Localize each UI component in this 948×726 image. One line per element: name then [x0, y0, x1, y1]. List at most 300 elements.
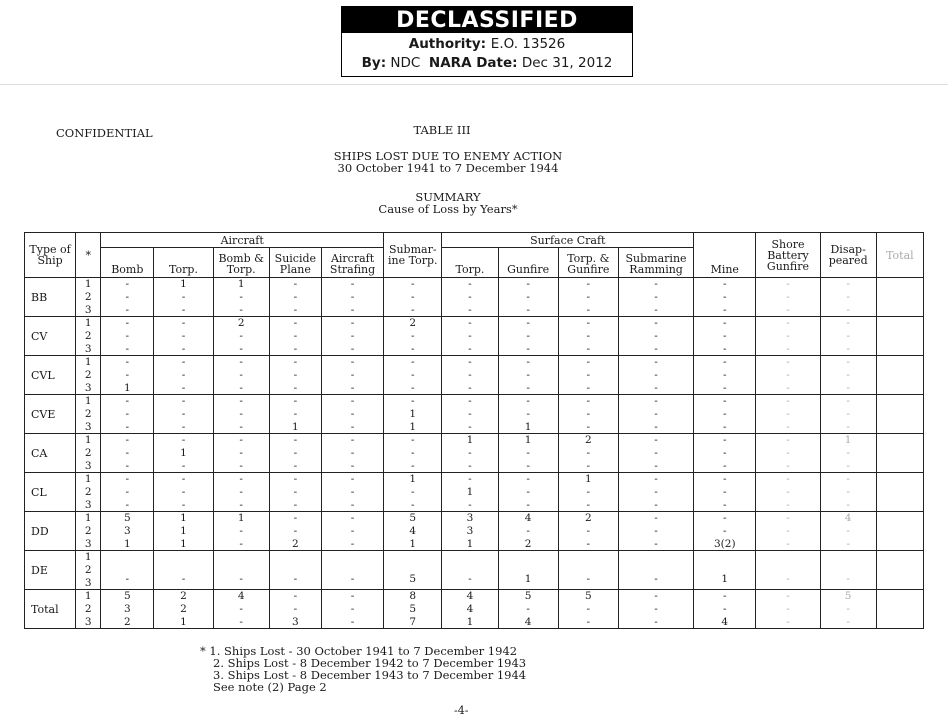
data-cell: [558, 395, 618, 434]
data-cell: [820, 395, 876, 434]
data-cell: [213, 317, 269, 356]
cell-value: -: [786, 329, 790, 342]
cell-value: -: [293, 381, 298, 394]
cell-value: 1: [524, 572, 532, 585]
cell-value: -: [654, 459, 658, 472]
cell-value: -: [526, 368, 530, 381]
year-label: 3: [84, 615, 92, 628]
cell-value: -: [350, 342, 355, 355]
data-cell: [498, 590, 558, 629]
data-cell: [154, 551, 213, 590]
cell-value: -: [125, 434, 130, 447]
cell-value: -: [239, 368, 243, 381]
cell-value: -: [468, 459, 472, 472]
data-cell: [154, 278, 213, 317]
cell-value: -: [350, 356, 355, 369]
cell-value: -: [239, 356, 243, 369]
cell-value: -: [293, 446, 298, 459]
cell-value: -: [786, 524, 790, 537]
cell-value: -: [786, 473, 790, 486]
data-cell: [213, 512, 269, 551]
cell-value: -: [526, 446, 530, 459]
data-cell: [876, 473, 923, 512]
cell-value: -: [293, 303, 298, 316]
cell-value: 4: [466, 602, 474, 615]
cell-value: -: [786, 420, 790, 433]
data-cell: [558, 590, 618, 629]
cell-value: -: [654, 512, 658, 525]
cell-value: -: [181, 498, 186, 511]
cell-value: 1: [466, 485, 474, 498]
year-label: 2: [84, 485, 92, 498]
cell-value: 4: [237, 590, 245, 603]
stamp-authority: Authority: E.O. 13526: [408, 36, 566, 52]
cell-value: -: [125, 459, 130, 472]
cell-value: -: [468, 290, 472, 303]
cell-value: -: [586, 342, 591, 355]
cell-value: -: [410, 303, 415, 316]
cell-value: -: [293, 485, 298, 498]
data-cell: [694, 473, 756, 512]
year-cell: [76, 590, 101, 629]
cell-value: -: [125, 317, 130, 330]
cell-value: 1: [123, 537, 131, 550]
data-cell: [876, 356, 923, 395]
ship-type-cell: CVE: [25, 395, 76, 434]
cell-value: -: [526, 342, 530, 355]
data-cell: [101, 278, 154, 317]
cell-value: -: [239, 572, 243, 585]
cell-value: -: [586, 381, 591, 394]
cell-value: -: [181, 303, 186, 316]
cell-value: 5: [409, 512, 417, 525]
cell-value: -: [239, 434, 243, 447]
data-cell: [694, 512, 756, 551]
cell-value: -: [722, 485, 727, 498]
cell-value: -: [526, 290, 530, 303]
data-cell: [756, 278, 820, 317]
table-row: [25, 317, 924, 356]
cell-value: -: [846, 278, 850, 291]
cell-value: -: [468, 368, 472, 381]
cell-value: -: [410, 459, 415, 472]
cell-value: 5: [123, 590, 131, 603]
cell-value: 3(2): [713, 537, 736, 550]
year-label: 3: [84, 342, 92, 355]
year-label: 3: [84, 498, 92, 511]
cell-value: -: [654, 473, 658, 486]
table-title: SHIPS LOST DUE TO ENEMY ACTION: [333, 149, 563, 163]
data-cell: [876, 551, 923, 590]
cell-value: -: [526, 485, 530, 498]
cell-value: 3: [123, 602, 131, 615]
cell-value: -: [468, 407, 472, 420]
cell-value: 1: [524, 434, 532, 447]
data-cell: [558, 278, 618, 317]
data-cell: [384, 551, 442, 590]
cell-value: -: [125, 395, 130, 408]
cell-value: -: [586, 420, 591, 433]
cell-value: -: [786, 512, 790, 525]
cell-value: -: [654, 290, 658, 303]
cell-value: -: [846, 420, 850, 433]
cell-value: -: [654, 381, 658, 394]
data-cell: [618, 395, 693, 434]
data-cell: [269, 512, 321, 551]
data-cell: [442, 317, 498, 356]
data-cell: [756, 590, 820, 629]
year-cell: [76, 317, 101, 356]
data-cell: [321, 551, 383, 590]
cell-value: -: [586, 407, 591, 420]
data-cell: [269, 278, 321, 317]
cell-value: -: [846, 498, 850, 511]
year-label: 1: [84, 551, 92, 564]
cell-value: -: [786, 590, 790, 603]
cell-value: -: [526, 329, 530, 342]
cell-value: -: [468, 498, 472, 511]
data-cell: [321, 317, 383, 356]
data-cell: [694, 356, 756, 395]
data-cell: [498, 356, 558, 395]
cell-value: 1: [466, 537, 474, 550]
cell-value: -: [125, 473, 130, 486]
cell-value: 4: [409, 524, 417, 537]
cell-value: 1: [524, 420, 532, 433]
cell-value: -: [293, 459, 298, 472]
data-cell: [618, 434, 693, 473]
data-cell: [498, 434, 558, 473]
cell-value: -: [654, 446, 658, 459]
cell-value: -: [846, 342, 850, 355]
data-cell: [384, 473, 442, 512]
cell-value: 4: [524, 512, 532, 525]
header-total: Total: [876, 233, 923, 278]
cell-value: -: [722, 459, 727, 472]
cell-value: 1: [466, 615, 474, 628]
cell-value: -: [181, 290, 186, 303]
cell-value: -: [586, 459, 591, 472]
cell-value: -: [239, 420, 243, 433]
cell-value: -: [350, 512, 355, 525]
cell-value: 2: [237, 317, 245, 330]
cell-value: -: [468, 446, 472, 459]
page-number: -4-: [454, 704, 469, 717]
year-label: 3: [84, 420, 92, 433]
header-surface-torp: Torp.: [442, 248, 498, 278]
cell-value: -: [350, 602, 355, 615]
data-cell: [498, 317, 558, 356]
year-label: 3: [84, 576, 92, 589]
data-cell: [498, 512, 558, 551]
cell-value: -: [526, 381, 530, 394]
classification-label: CONFIDENTIAL: [56, 126, 153, 140]
data-cell: [876, 512, 923, 551]
cell-value: -: [846, 615, 850, 628]
data-cell: [384, 356, 442, 395]
cell-value: 2: [584, 434, 592, 447]
cell-value: -: [722, 381, 727, 394]
cell-value: -: [786, 368, 790, 381]
cell-value: -: [239, 473, 243, 486]
cell-value: -: [293, 407, 298, 420]
cell-value: -: [654, 303, 658, 316]
data-cell: [694, 551, 756, 590]
cell-value: -: [846, 356, 850, 369]
cell-value: -: [350, 420, 355, 433]
data-cell: [154, 590, 213, 629]
cell-value: -: [846, 446, 850, 459]
year-label: 1: [84, 512, 92, 525]
cell-value: -: [846, 303, 850, 316]
year-label: 3: [84, 537, 92, 550]
cell-value: -: [239, 303, 243, 316]
cell-value: -: [410, 381, 415, 394]
cell-value: -: [468, 329, 472, 342]
table-row: [25, 551, 924, 590]
data-cell: [384, 278, 442, 317]
cell-value: -: [654, 590, 658, 603]
cell-value: -: [350, 381, 355, 394]
cell-value: -: [293, 368, 298, 381]
cell-value: 1: [237, 278, 245, 291]
cell-value: -: [786, 381, 790, 394]
cell-value: -: [468, 395, 472, 408]
data-cell: [618, 512, 693, 551]
data-cell: [820, 356, 876, 395]
cell-value: -: [468, 317, 472, 330]
cell-value: -: [468, 278, 472, 291]
cell-value: -: [526, 459, 530, 472]
data-cell: [876, 590, 923, 629]
cell-value: -: [722, 602, 727, 615]
cell-value: 7: [409, 615, 417, 628]
cell-value: -: [410, 356, 415, 369]
header-aircraft-strafing: Aircraft Strafing: [321, 248, 383, 278]
cell-value: -: [293, 434, 298, 447]
cell-value: -: [586, 602, 591, 615]
data-cell: [213, 473, 269, 512]
data-cell: [820, 278, 876, 317]
cell-value: -: [722, 524, 727, 537]
header-gunfire: Gunfire: [498, 248, 558, 278]
year-cell: [76, 356, 101, 395]
summary-heading: SUMMARY: [415, 190, 481, 204]
cell-value: -: [239, 290, 243, 303]
year-label: 1: [84, 356, 92, 369]
cell-value: -: [526, 303, 530, 316]
cell-value: -: [654, 498, 658, 511]
cell-value: -: [239, 395, 243, 408]
table-row: [25, 590, 924, 629]
cell-value: 1: [584, 473, 592, 486]
cell-value: -: [722, 317, 727, 330]
data-cell: [820, 434, 876, 473]
cell-value: -: [526, 524, 530, 537]
year-label: 2: [84, 407, 92, 420]
cell-value: -: [125, 356, 130, 369]
year-label: 1: [84, 434, 92, 447]
cell-value: -: [786, 572, 790, 585]
data-cell: [498, 395, 558, 434]
table-row: [25, 356, 924, 395]
cell-value: 1: [237, 512, 245, 525]
cell-value: -: [350, 290, 355, 303]
cell-value: 2: [409, 317, 417, 330]
cell-value: -: [654, 407, 658, 420]
data-cell: [442, 395, 498, 434]
cell-value: -: [239, 485, 243, 498]
cell-value: 1: [180, 537, 187, 550]
cell-value: -: [350, 524, 355, 537]
header-year: *: [76, 233, 101, 278]
cell-value: -: [125, 290, 130, 303]
cell-value: 3: [123, 524, 131, 537]
cell-value: -: [586, 329, 591, 342]
footnote-2: 2. Ships Lost - 8 December 1942 to 7 December 1943: [213, 656, 527, 670]
cell-value: -: [293, 512, 298, 525]
cell-value: 1: [721, 572, 729, 585]
cell-value: 1: [844, 434, 852, 447]
year-label: 2: [84, 563, 92, 576]
cell-value: -: [410, 434, 415, 447]
data-cell: [694, 590, 756, 629]
data-cell: [384, 434, 442, 473]
cell-value: -: [846, 572, 850, 585]
data-cell: [756, 512, 820, 551]
cell-value: -: [350, 473, 355, 486]
cell-value: -: [410, 278, 415, 291]
data-cell: [498, 551, 558, 590]
ship-type-cell: CA: [25, 434, 76, 473]
cell-value: -: [786, 356, 790, 369]
data-cell: [618, 278, 693, 317]
cell-value: -: [722, 278, 727, 291]
cell-value: -: [654, 278, 658, 291]
cell-value: -: [181, 572, 186, 585]
cell-value: -: [846, 602, 850, 615]
cell-value: -: [181, 342, 186, 355]
footnote-3: 3. Ships Lost - 8 December 1943 to 7 December 1944: [213, 668, 527, 682]
data-cell: [558, 551, 618, 590]
header-bomb: Bomb: [101, 248, 154, 278]
cell-value: -: [526, 395, 530, 408]
cell-value: -: [654, 615, 658, 628]
cell-value: -: [410, 368, 415, 381]
cell-value: -: [654, 572, 658, 585]
cell-value: -: [654, 434, 658, 447]
data-cell: [756, 434, 820, 473]
year-label: 2: [84, 329, 92, 342]
cell-value: -: [786, 317, 790, 330]
data-cell: [321, 356, 383, 395]
data-cell: [756, 473, 820, 512]
data-cell: [154, 317, 213, 356]
data-cell: [876, 395, 923, 434]
cell-value: -: [293, 590, 298, 603]
cell-value: -: [350, 498, 355, 511]
data-cell: [321, 278, 383, 317]
ship-type-cell: Total: [25, 590, 76, 629]
year-label: 2: [84, 602, 92, 615]
cell-value: -: [586, 317, 591, 330]
loss-summary-table: [24, 232, 924, 629]
data-cell: [321, 473, 383, 512]
cell-value: 1: [180, 278, 187, 291]
table-body: [25, 278, 924, 629]
cell-value: -: [654, 356, 658, 369]
cell-value: -: [293, 342, 298, 355]
cell-value: 2: [123, 615, 131, 628]
cell-value: -: [786, 303, 790, 316]
cell-value: 4: [844, 512, 852, 525]
data-cell: [154, 395, 213, 434]
cell-value: -: [350, 329, 355, 342]
cell-value: -: [410, 485, 415, 498]
data-cell: [101, 473, 154, 512]
cell-value: -: [350, 459, 355, 472]
cell-value: -: [293, 356, 298, 369]
cell-value: -: [239, 381, 243, 394]
cell-value: -: [846, 381, 850, 394]
data-cell: [269, 317, 321, 356]
cell-value: -: [350, 303, 355, 316]
stamp-title: DECLASSIFIED: [342, 7, 632, 33]
cell-value: -: [786, 395, 790, 408]
table-row: [25, 278, 924, 317]
data-cell: [269, 473, 321, 512]
cell-value: -: [181, 407, 186, 420]
year-label: 1: [84, 473, 92, 486]
cell-value: -: [125, 446, 130, 459]
cell-value: -: [586, 278, 591, 291]
cell-value: -: [293, 498, 298, 511]
cell-value: -: [125, 498, 130, 511]
cell-value: 3: [466, 524, 474, 537]
cell-value: 3: [466, 512, 474, 525]
cell-value: -: [239, 446, 243, 459]
cell-value: 1: [123, 381, 131, 394]
data-cell: [154, 356, 213, 395]
cell-value: 1: [292, 420, 299, 433]
data-cell: [213, 356, 269, 395]
cell-value: -: [125, 329, 130, 342]
cell-value: -: [293, 290, 298, 303]
cell-value: -: [586, 537, 591, 550]
data-cell: [384, 317, 442, 356]
cell-value: -: [239, 498, 243, 511]
data-cell: [442, 473, 498, 512]
cell-value: -: [181, 356, 186, 369]
cell-value: 2: [180, 602, 187, 615]
cell-value: -: [239, 524, 243, 537]
cell-value: -: [722, 303, 727, 316]
cell-value: -: [125, 342, 130, 355]
data-cell: [321, 395, 383, 434]
footnote-1: * 1. Ships Lost - 30 October 1941 to 7 December 1942: [200, 644, 518, 658]
cell-value: -: [181, 459, 186, 472]
data-cell: [820, 317, 876, 356]
cell-value: -: [239, 459, 243, 472]
data-cell: [213, 551, 269, 590]
data-cell: [756, 395, 820, 434]
data-cell: [694, 317, 756, 356]
cell-value: 3: [292, 615, 299, 628]
cell-value: -: [722, 498, 727, 511]
data-cell: [213, 278, 269, 317]
cell-value: -: [846, 407, 850, 420]
cell-value: -: [722, 407, 727, 420]
